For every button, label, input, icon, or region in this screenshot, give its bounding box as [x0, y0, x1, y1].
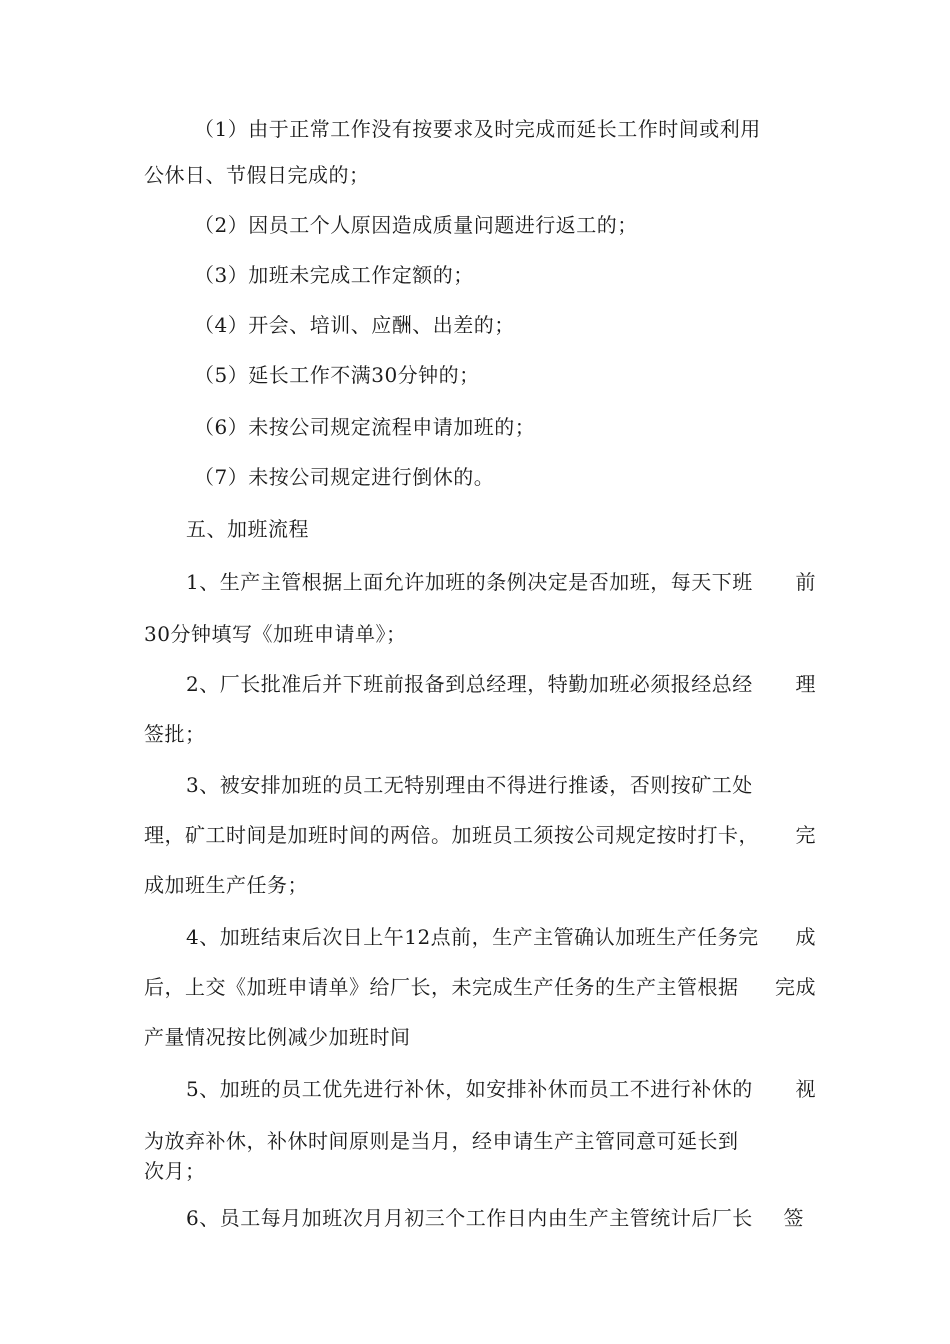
- clause-4-6: （6）未按公司规定流程申请加班的；: [194, 415, 536, 439]
- step-4-line-2-tail: 完成: [775, 975, 816, 999]
- step-2-line-2: 签批；: [144, 722, 206, 746]
- step-6-line-1: [186, 1206, 804, 1230]
- step-2-line-1-tail: 理: [795, 672, 816, 696]
- step-3-line-1: 3、被安排加班的员工无特别理由不得进行推诿，否则按矿工处: [186, 773, 753, 797]
- step-1-line-2: 30分钟填写《加班申请单》；: [144, 622, 407, 646]
- clause-4-4: （4）开会、培训、应酬、出差的；: [194, 313, 515, 337]
- clause-4-1-line-1: （1）由于正常工作没有按要求及时完成而延长工作时间或利用: [194, 117, 761, 141]
- step-6-line-1-text: 6、员工每月加班次月月初三个工作日内由生产主管统计后厂长: [186, 1206, 753, 1230]
- step-4-line-2: [144, 975, 816, 999]
- step-4-line-1-text: 4、加班结束后次日上午12点前，生产主管确认加班生产任务完: [186, 925, 759, 949]
- step-3-line-3: 成加班生产任务；: [144, 873, 308, 897]
- clause-4-2: （2）因员工个人原因造成质量问题进行返工的；: [194, 213, 638, 237]
- clause-4-3: （3）加班未完成工作定额的；: [194, 263, 474, 287]
- step-1-line-1-tail: 前: [795, 570, 816, 594]
- step-3-line-2-tail: 完: [795, 823, 816, 847]
- step-4-line-1-tail: 成: [795, 925, 816, 949]
- step-4-line-2-text: 后，上交《加班申请单》给厂长，未完成生产任务的生产主管根据: [144, 975, 739, 999]
- step-1-line-1: [186, 570, 816, 594]
- step-5-line-1-text: 5、加班的员工优先进行补休，如安排补休而员工不进行补休的: [186, 1077, 753, 1101]
- step-5-line-3: 次月；: [144, 1159, 206, 1183]
- section-heading-overtime-process: 五、加班流程: [186, 517, 309, 541]
- step-4-line-1: [186, 925, 816, 949]
- step-3-line-2-text: 理，矿工时间是加班时间的两倍。加班员工须按公司规定按时打卡，: [144, 823, 759, 847]
- step-2-line-1-text: 2、厂长批准后并下班前报备到总经理，特勤加班必须报经总经: [186, 672, 753, 696]
- clause-4-7: （7）未按公司规定进行倒休的。: [194, 465, 495, 489]
- step-2-line-1: [186, 672, 816, 696]
- step-6-line-1-tail: 签: [783, 1206, 804, 1230]
- clause-4-1-line-2: 公休日、节假日完成的；: [144, 163, 370, 187]
- step-5-line-1: [186, 1077, 816, 1101]
- step-4-line-3: 产量情况按比例减少加班时间: [144, 1025, 411, 1049]
- step-5-line-1-tail: 视: [795, 1077, 816, 1101]
- clause-4-5: （5）延长工作不满30分钟的；: [194, 363, 480, 387]
- step-5-line-2: 为放弃补休，补休时间原则是当月，经申请生产主管同意可延长到: [144, 1129, 739, 1153]
- step-3-line-2: [144, 823, 816, 847]
- step-1-line-1-text: 1、生产主管根据上面允许加班的条例决定是否加班，每天下班: [186, 570, 753, 594]
